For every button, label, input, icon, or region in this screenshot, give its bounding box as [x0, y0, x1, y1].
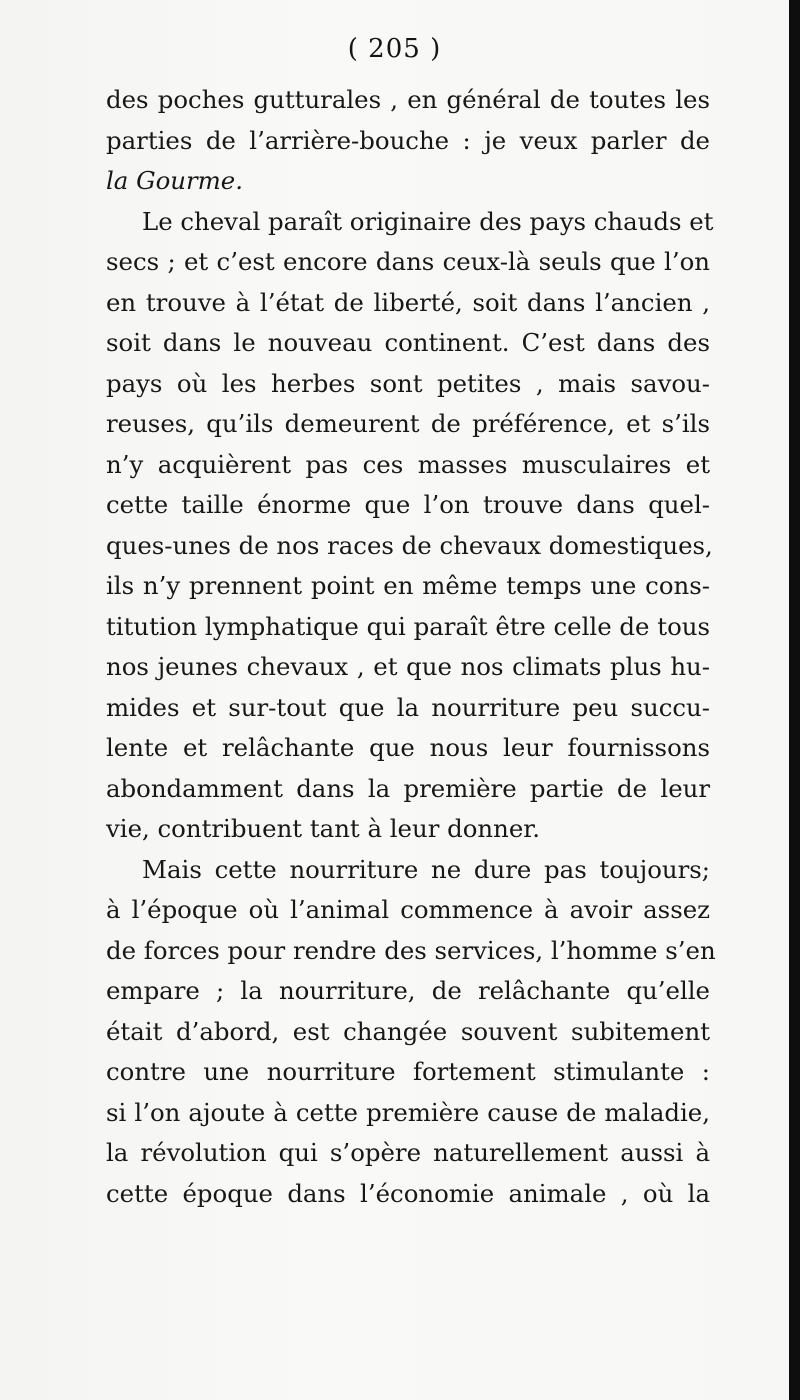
paragraph-start-line: Le cheval paraît originaire des pays chauds et — [142, 206, 714, 236]
paragraph-start-line: Mais cette nourriture ne dure pas toujours; — [142, 854, 710, 884]
text-line: contre une nourriture fortement stimulante : — [106, 1057, 710, 1086]
text-line: empare ; la nourriture, de relâchante qu’elle — [106, 976, 710, 1005]
text-line: mides et sur-tout que la nourriture peu succu- — [106, 692, 710, 722]
text-line: de forces pour rendre des services, l’homme s’en — [106, 935, 716, 965]
text-line: la révolution qui s’opère naturellement aussi à — [106, 1138, 710, 1167]
paragraph-end-line: vie, contribuent tant à leur donner. — [106, 814, 540, 843]
text-line: nos jeunes chevaux , et que nos climats plus hu- — [106, 652, 710, 681]
text-line: n’y acquièrent pas ces masses musculaires et — [106, 449, 710, 479]
text-line: secs ; et c’est encore dans ceux-là seuls que l’on — [106, 247, 710, 276]
italic-term: la Gourme. — [106, 166, 243, 195]
text-line: lente et relâchante que nous leur fournissons — [106, 733, 710, 762]
text-line: titution lymphatique qui paraît être celle de tous — [106, 611, 710, 641]
text-line: reuses, qu’ils demeurent de préférence, et s’ils — [106, 409, 710, 438]
text-line: pays où les herbes sont petites , mais savou- — [106, 368, 710, 398]
scan-edge-shadow — [789, 0, 800, 1400]
text-line: cette époque dans l’économie animale , où la — [106, 1178, 710, 1208]
text-line — [106, 161, 710, 202]
text-line: ques-unes de nos races de chevaux domestiques, — [106, 530, 713, 560]
text-line: parties de l’arrière-bouche : je veux parler de — [106, 125, 710, 155]
text-line: des poches gutturales , en général de toutes les — [106, 85, 710, 114]
page-number-header: ( 205 ) — [347, 34, 442, 64]
body-text — [106, 80, 716, 1214]
text-line: en trouve à l’état de liberté, soit dans l’ancien , — [106, 287, 710, 317]
text-line: abondamment dans la première partie de leur — [106, 773, 710, 803]
text-line: ils n’y prennent point en même temps une cons- — [106, 571, 710, 600]
text-line: si l’on ajoute à cette première cause de maladie, — [106, 1097, 710, 1127]
text-line: était d’abord, est changée souvent subitement — [106, 1016, 710, 1046]
text-line: à l’époque où l’animal commence à avoir assez — [106, 895, 710, 924]
text-line: cette taille énorme que l’on trouve dans quel- — [106, 490, 710, 519]
text-line: soit dans le nouveau continent. C’est dans des — [106, 328, 710, 357]
